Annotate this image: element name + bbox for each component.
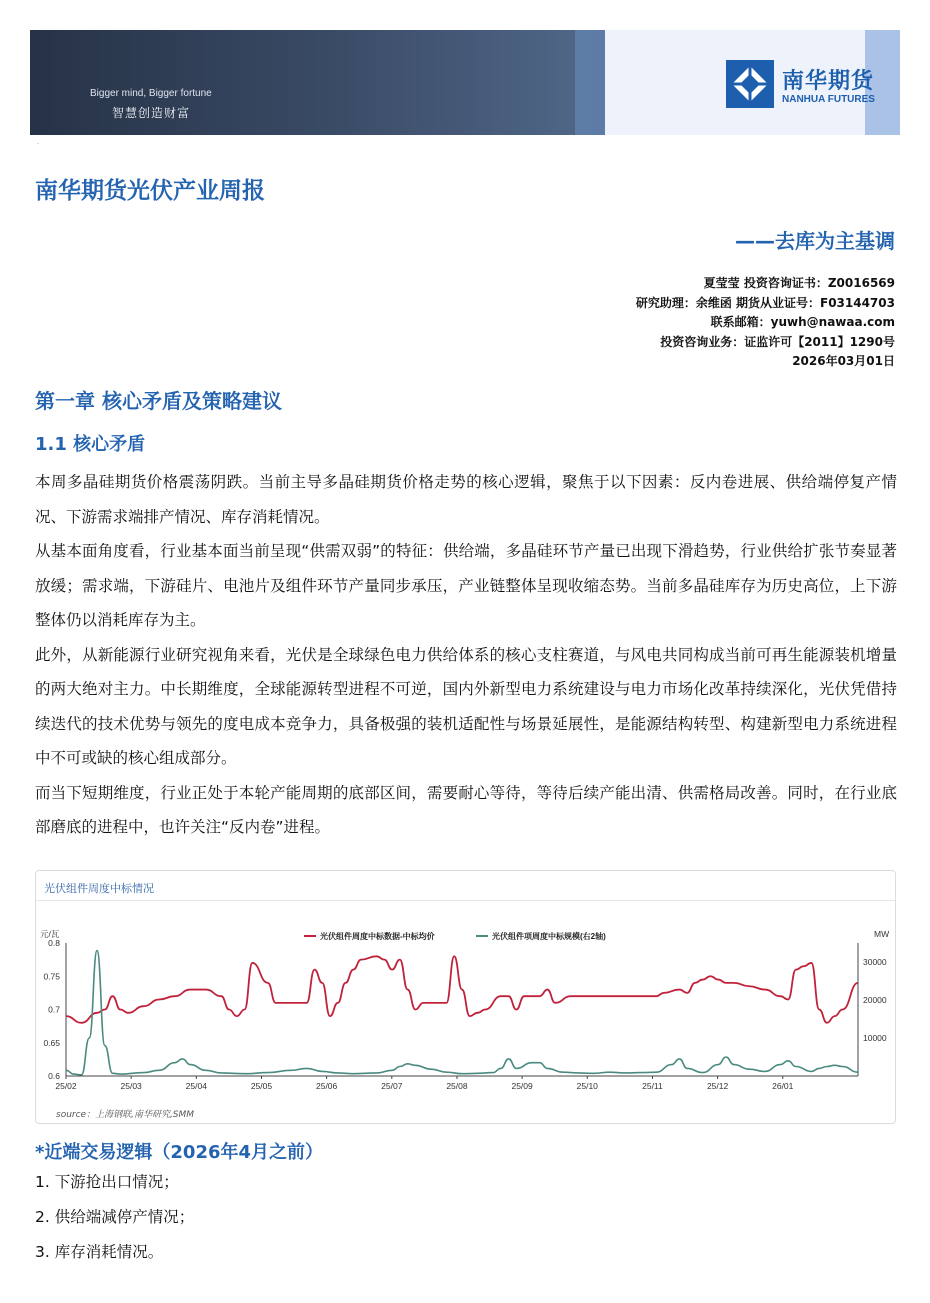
paragraph: 此外，从新能源行业研究视角来看，光伏是全球绿色电力供给体系的核心支柱赛道，与风电共同构成当前可再生能源装机增量的两大绝对主力。中长期维度，全球能源转型进程不可逆，国内外新型电力系统建设与电力市场化改革持续深化，光伏凭借持续迭代的技术优势与领先的度电成本竞争力，具备极强的装机适配性与场景延展性，是能源结构转型、构建新型电力系统进程中不可或缺的核心组成部分。 — [35, 645, 897, 767]
x-tick-label: 25/05 — [250, 1081, 273, 1091]
x-tick-label: 25/06 — [315, 1081, 338, 1091]
list-item: 2. 供给端减停产情况； — [35, 1208, 195, 1226]
list-item: 3. 库存消耗情况。 — [35, 1243, 164, 1261]
separator-dot: · — [37, 140, 40, 148]
x-tick-label: 25/10 — [576, 1081, 598, 1091]
y-right-tick-label: 30000 — [863, 957, 887, 967]
author-info — [636, 274, 895, 372]
chart-header — [36, 871, 895, 901]
tender-chart — [36, 901, 895, 1101]
report-subtitle: ——去库为主基调 — [735, 229, 895, 253]
x-tick-label: 25/08 — [446, 1081, 468, 1091]
paragraph: 从基本面角度看，行业基本面当前呈现“供需双弱”的特征：供给端，多晶硅环节产量已出现下滑趋势，行业供给扩张节奏显著放缓；需求端，下游硅片、电池片及组件环节产量同步承压，产业链整体呈现收缩态势。当前多晶硅库存为历史高位，上下游整体仍以消耗库存为主。 — [35, 542, 897, 629]
y-right-tick-label: 20000 — [863, 995, 887, 1005]
body-text — [35, 465, 897, 845]
report-title: 南华期货光伏产业周报 — [35, 178, 265, 204]
chart-container — [35, 870, 896, 1124]
author-assistant: 研究助理：余维函 期货从业证号：F03144703 — [635, 295, 895, 310]
logo-name-cn: 南华期货 — [782, 69, 875, 94]
paragraph: 本周多晶硅期货价格震荡阴跌。当前主导多晶硅期货价格走势的核心逻辑，聚焦于以下因素：反内卷进展、供给端停复产情况、下游需求端排产情况、库存消耗情况。 — [35, 473, 897, 526]
legend-label: 光伏组件周度中标数据-中标均价 — [320, 932, 435, 941]
y-left-tick-label: 0.8 — [48, 938, 60, 948]
left-axis-unit: 元/瓦 — [40, 929, 60, 939]
near-term-heading: *近端交易逻辑（2026年4月之前） — [35, 1142, 324, 1163]
x-tick-label: 25/03 — [120, 1081, 142, 1091]
list-item: 1. 下游抢出口情况； — [35, 1173, 179, 1191]
header-banner — [30, 30, 900, 135]
y-right-tick-label: 10000 — [863, 1033, 887, 1043]
chart-title: 光伏组件周度中标情况 — [44, 882, 154, 895]
slogan-chinese: 智慧创造财富 — [112, 106, 191, 120]
paragraph: 而当下短期维度，行业正处于本轮产能周期的底部区间，需要耐心等待，等待后续产能出清、供需格局改善。同时，在行业底部磨底的进程中，也许关注“反内卷”进程。 — [35, 783, 897, 836]
x-tick-label: 26/01 — [772, 1081, 794, 1091]
slogan-english: Bigger mind, Bigger fortune — [90, 88, 212, 99]
nanhua-logo-icon — [726, 60, 774, 108]
section-heading: 1.1 核心矛盾 — [35, 434, 146, 455]
y-left-tick-label: 0.6 — [48, 1071, 60, 1081]
author-analyst: 夏莹莹 投资咨询证书：Z0016569 — [703, 276, 895, 290]
y-left-tick-label: 0.7 — [48, 1004, 60, 1015]
logo-name-en: NANHUA FUTURES — [782, 94, 875, 105]
banner-accent-panel — [575, 30, 605, 135]
author-license: 投资咨询业务：证监许可【2011】1290号 — [660, 334, 895, 349]
x-tick-label: 25/12 — [706, 1081, 729, 1091]
x-tick-label: 25/07 — [381, 1081, 403, 1091]
x-tick-label: 25/02 — [55, 1081, 77, 1091]
chapter-heading: 第一章 核心矛盾及策略建议 — [35, 389, 282, 413]
y-left-tick-label: 0.65 — [43, 1037, 60, 1048]
y-left-tick-label: 0.75 — [43, 971, 60, 982]
legend-label: 光伏组件项周度中标规模(右2轴) — [492, 932, 606, 941]
author-email: 联系邮箱：yuwh@nawaa.com — [710, 315, 895, 329]
near-term-list — [35, 1165, 194, 1270]
report-date: 2026年03月01日 — [792, 354, 895, 368]
x-tick-label: 25/09 — [511, 1081, 533, 1091]
x-tick-label: 25/04 — [185, 1081, 207, 1091]
x-tick-label: 25/11 — [642, 1081, 663, 1091]
series-line-volume — [66, 951, 858, 1075]
right-axis-unit: MW — [874, 929, 890, 939]
series-line-price — [66, 956, 858, 1023]
chart-source: source：上海钢联,南华研究,SMM — [56, 1110, 195, 1120]
